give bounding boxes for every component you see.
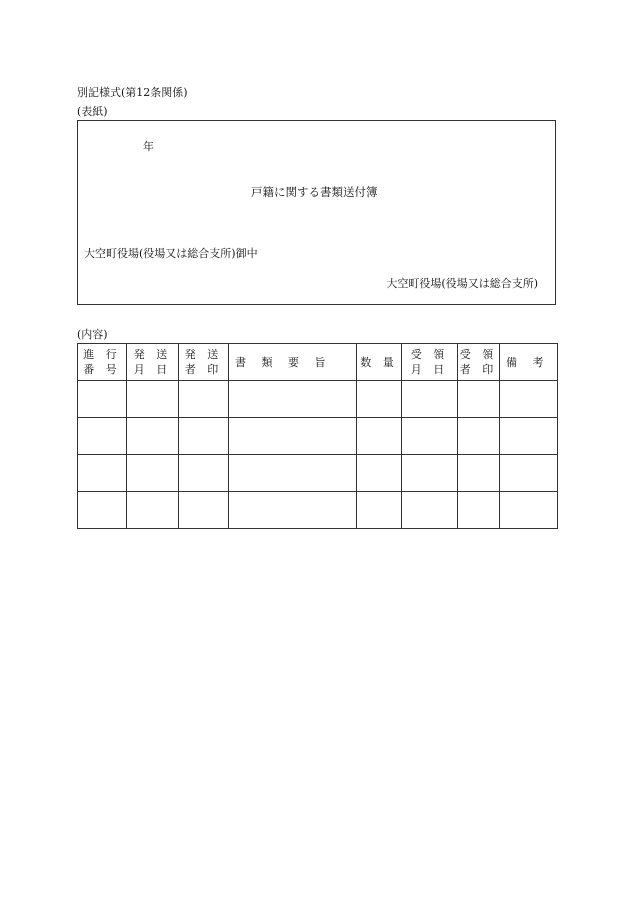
table-cell[interactable] <box>500 492 558 529</box>
col-receipt-date: 受 領 月 日 <box>402 344 458 381</box>
cover-recipient: 大空町役場(役場又は総合支所)御中 <box>84 247 258 260</box>
table-cell[interactable] <box>402 492 458 529</box>
table-cell[interactable] <box>229 381 357 418</box>
table-cell[interactable] <box>500 381 558 418</box>
table-row <box>78 455 558 492</box>
col-document-summary: 書 類 要 旨 <box>229 344 357 381</box>
table-cell[interactable] <box>179 418 229 455</box>
cover-section-label: (表紙) <box>77 105 108 118</box>
table-cell[interactable] <box>179 492 229 529</box>
col-send-date: 発 送 月 日 <box>127 344 179 381</box>
table-row <box>78 381 558 418</box>
table-cell[interactable] <box>458 492 500 529</box>
table-cell[interactable] <box>458 455 500 492</box>
table-cell[interactable] <box>402 418 458 455</box>
table-cell[interactable] <box>127 418 179 455</box>
col-sender-seal: 発 送 者 印 <box>179 344 229 381</box>
table-body <box>78 381 558 529</box>
content-section-label: (内容) <box>77 328 108 341</box>
table-cell[interactable] <box>229 455 357 492</box>
table-cell[interactable] <box>78 492 127 529</box>
table-cell[interactable] <box>402 455 458 492</box>
table-cell[interactable] <box>458 418 500 455</box>
col-receiver-seal: 受 領 者 印 <box>458 344 500 381</box>
table-cell[interactable] <box>127 381 179 418</box>
table-cell[interactable] <box>78 455 127 492</box>
table-cell[interactable] <box>78 381 127 418</box>
table-cell[interactable] <box>179 455 229 492</box>
col-remarks: 備 考 <box>500 344 558 381</box>
table-cell[interactable] <box>458 381 500 418</box>
table-cell[interactable] <box>357 455 402 492</box>
table-cell[interactable] <box>357 418 402 455</box>
cover-year: 年 <box>143 140 154 153</box>
table-cell[interactable] <box>78 418 127 455</box>
table-cell[interactable] <box>357 381 402 418</box>
table-row <box>78 492 558 529</box>
table-row <box>78 418 558 455</box>
cover-box <box>77 120 556 305</box>
table-cell[interactable] <box>500 418 558 455</box>
cover-sender: 大空町役場(役場又は総合支所) <box>386 277 538 290</box>
table-header-row <box>78 344 558 381</box>
table-cell[interactable] <box>179 381 229 418</box>
table-cell[interactable] <box>402 381 458 418</box>
col-quantity: 数 量 <box>357 344 402 381</box>
table-cell[interactable] <box>127 492 179 529</box>
table-cell[interactable] <box>357 492 402 529</box>
table-cell[interactable] <box>500 455 558 492</box>
table-cell[interactable] <box>229 418 357 455</box>
col-progress-number: 進 行 番 号 <box>78 344 127 381</box>
content-table <box>77 343 558 529</box>
table-cell[interactable] <box>127 455 179 492</box>
cover-title: 戸籍に関する書類送付簿 <box>251 185 378 199</box>
form-title: 別記様式(第12条関係) <box>77 86 188 99</box>
table-cell[interactable] <box>229 492 357 529</box>
